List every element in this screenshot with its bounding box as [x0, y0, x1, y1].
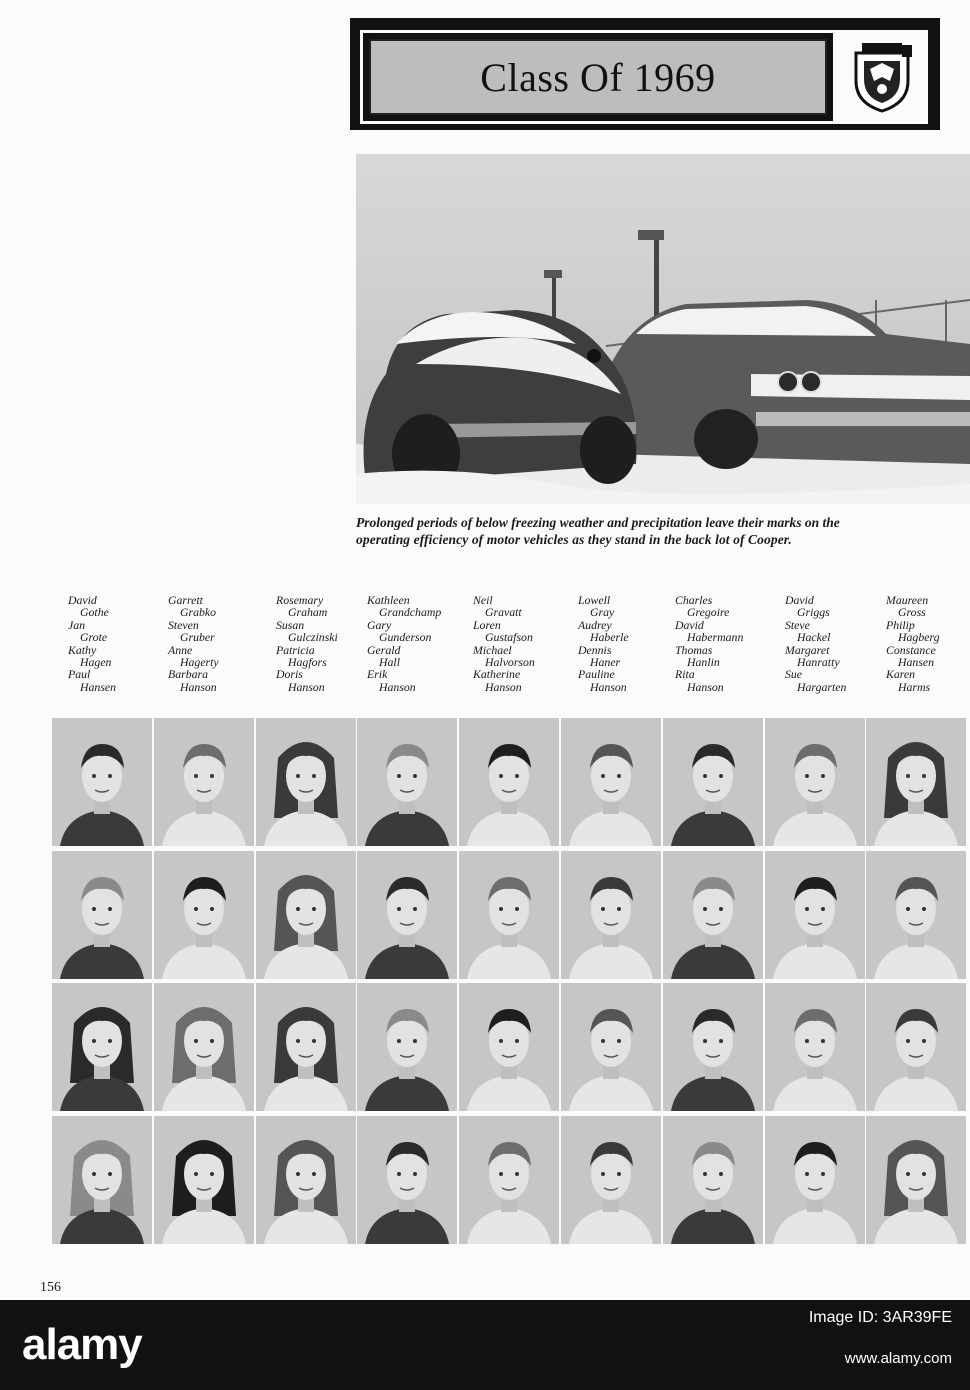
image-id-label: Image ID: 3AR39FE [808, 1309, 952, 1326]
last-name: Halvorson [485, 655, 535, 670]
student-portrait [866, 718, 966, 846]
student-portrait [663, 718, 763, 846]
last-name: Harms [898, 679, 931, 694]
snow-covered-cars-photo [356, 154, 970, 504]
student-portrait [256, 718, 356, 846]
first-name: Garrett [168, 593, 203, 607]
student-portrait [256, 1116, 356, 1244]
last-name: Hagfors [288, 655, 327, 670]
photo-caption [356, 514, 968, 548]
student-portrait [663, 851, 763, 979]
last-name: Hanson [485, 679, 522, 694]
last-name: Hanson [687, 679, 724, 694]
student-portrait [256, 983, 356, 1111]
student-portrait [52, 983, 152, 1111]
first-name: Katherine [473, 667, 521, 682]
student-portrait [765, 1116, 865, 1244]
first-name: Maureen [886, 593, 929, 607]
first-name: Karen [886, 667, 916, 682]
student-portrait [52, 851, 152, 979]
first-name: Michael [473, 642, 512, 657]
first-name: Doris [276, 667, 303, 682]
last-name: Griggs [797, 605, 830, 620]
student-portrait [154, 1116, 254, 1244]
last-name: Gruber [180, 630, 215, 645]
student-portrait [357, 983, 457, 1111]
first-name: Kathleen [367, 593, 410, 607]
student-portrait [154, 718, 254, 846]
first-name: Pauline [578, 667, 615, 682]
last-name: Hanratty [797, 655, 840, 670]
first-name: Paul [68, 667, 91, 682]
last-name: Gregoire [687, 605, 730, 620]
student-portrait [459, 851, 559, 979]
page-number: 156 [40, 1280, 61, 1295]
student-portrait [663, 1116, 763, 1244]
name-column [168, 594, 219, 693]
last-name: Gustafson [485, 630, 533, 645]
name-column [886, 594, 940, 693]
last-name: Grote [80, 630, 108, 645]
title-frame [360, 30, 836, 124]
student-portrait [357, 851, 457, 979]
first-name: Neil [473, 593, 493, 607]
name-column [68, 594, 116, 693]
name-column [367, 594, 441, 693]
last-name: Gravatt [485, 605, 522, 620]
first-name: Steven [168, 617, 199, 632]
last-name: Hagen [80, 655, 112, 670]
name-column [276, 594, 338, 693]
name-column [578, 594, 629, 693]
first-name: Patricia [276, 642, 315, 657]
first-name: Gary [367, 617, 392, 632]
first-name: Jan [68, 617, 86, 632]
last-name: Habermann [687, 630, 744, 645]
last-name: Hackel [797, 630, 831, 645]
student-portrait [561, 718, 661, 846]
caption-line-2: operating efficiency of motor vehicles as they stand in the back lot of Cooper. [356, 532, 792, 547]
first-name: Erik [367, 667, 388, 682]
name-column [473, 594, 535, 693]
student-portrait [561, 1116, 661, 1244]
student-portrait [357, 718, 457, 846]
first-name: Kathy [68, 642, 97, 657]
first-name: Gerald [367, 642, 401, 657]
first-name: Margaret [785, 642, 830, 657]
student-portrait [154, 851, 254, 979]
last-name: Grandchamp [379, 605, 442, 620]
last-name: Gothe [80, 605, 109, 620]
caption-line-1: Prolonged periods of below freezing weather and precipitation leave their marks on the [356, 515, 840, 530]
first-name: Steve [785, 617, 810, 632]
first-name: Rosemary [276, 593, 324, 607]
last-name: Haner [590, 655, 621, 670]
stock-footer-bar [0, 1300, 970, 1390]
student-portrait [866, 851, 966, 979]
first-name: Thomas [675, 642, 713, 657]
last-name: Hall [379, 655, 400, 670]
first-name: David [68, 593, 97, 607]
name-column [785, 594, 846, 693]
last-name: Hansen [898, 655, 935, 670]
footer-url: www.alamy.com [844, 1350, 952, 1367]
first-name: Susan [276, 617, 305, 632]
last-name: Hanson [180, 679, 217, 694]
last-name: Gulczinski [288, 630, 338, 645]
last-name: Haberle [590, 630, 629, 645]
student-portrait [459, 718, 559, 846]
first-name: Philip [886, 617, 915, 632]
first-name: Constance [886, 642, 936, 657]
student-portrait [52, 1116, 152, 1244]
last-name: Grabko [180, 605, 217, 620]
last-name: Gray [590, 605, 615, 620]
last-name: Hansen [80, 679, 117, 694]
student-portrait [765, 851, 865, 979]
first-name: Loren [473, 617, 501, 632]
page-title: Class Of 1969 [480, 54, 716, 100]
student-portrait [459, 1116, 559, 1244]
last-name: Hanson [590, 679, 627, 694]
title-banner [350, 18, 940, 130]
first-name: Barbara [168, 667, 208, 682]
student-portrait [663, 983, 763, 1111]
student-portrait [459, 983, 559, 1111]
student-portrait [866, 983, 966, 1111]
last-name: Hargarten [797, 679, 847, 694]
first-name: David [785, 593, 814, 607]
first-name: Rita [675, 667, 695, 682]
name-column [675, 594, 743, 693]
first-name: Anne [168, 642, 193, 657]
first-name: Audrey [578, 617, 612, 632]
first-name: Charles [675, 593, 713, 607]
student-portrait [765, 983, 865, 1111]
student-portrait [357, 1116, 457, 1244]
student-portrait [866, 1116, 966, 1244]
first-name: Lowell [578, 593, 611, 607]
student-portrait [561, 851, 661, 979]
student-portrait [256, 851, 356, 979]
student-portrait [154, 983, 254, 1111]
last-name: Hagerty [180, 655, 219, 670]
school-crest-icon [836, 30, 928, 124]
last-name: Gunderson [379, 630, 432, 645]
alamy-logo: alamy [22, 1320, 142, 1369]
last-name: Hanlin [687, 655, 720, 670]
last-name: Hanson [288, 679, 325, 694]
first-name: David [675, 617, 704, 632]
last-name: Hanson [379, 679, 416, 694]
first-name: Dennis [578, 642, 612, 657]
student-portrait [52, 718, 152, 846]
student-portrait [765, 718, 865, 846]
last-name: Gross [898, 605, 926, 620]
last-name: Hagberg [898, 630, 940, 645]
student-portrait [561, 983, 661, 1111]
first-name: Sue [785, 667, 803, 682]
last-name: Graham [288, 605, 328, 620]
